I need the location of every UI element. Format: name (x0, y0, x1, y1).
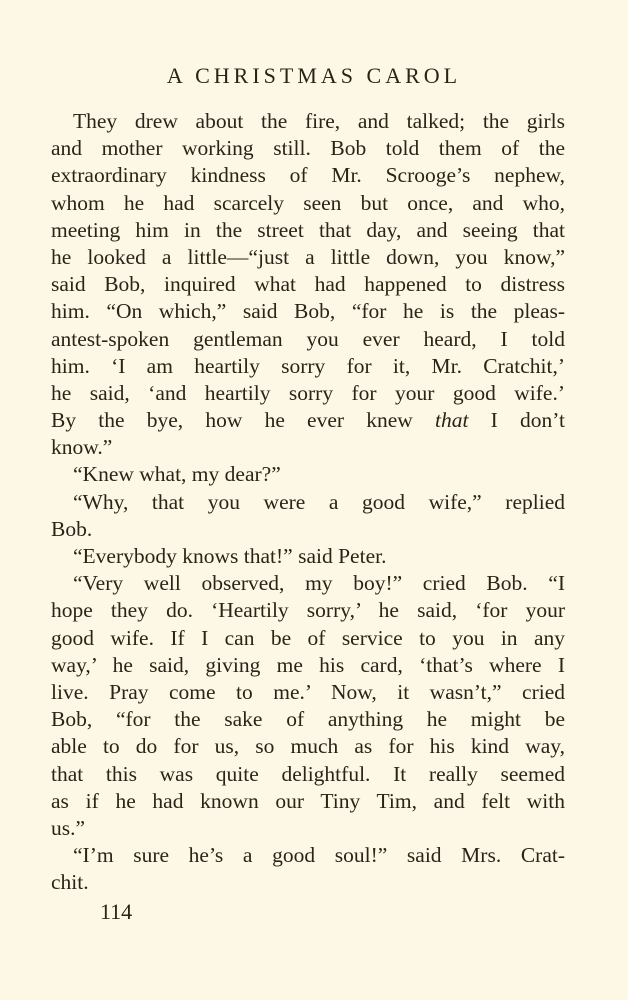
text-line: said Bob, inquired what had happened to distress (51, 272, 565, 297)
text-line: know.” (51, 435, 113, 460)
text-line: Bob, “for the sake of anything he might be (51, 707, 565, 732)
text-segment: I don’t (468, 408, 565, 433)
text-line: whom he had scarcely seen but once, and who, (51, 190, 565, 215)
text-line (51, 407, 565, 434)
page-number: 114 (100, 899, 133, 924)
text-line: “Why, that you were a good wife,” replied (73, 489, 565, 514)
text-line: as if he had known our Tiny Tim, and felt with (51, 788, 565, 813)
text-line: able to do for us, so much as for his kind way, (51, 734, 565, 759)
text-line: extraordinary kindness of Mr. Scrooge’s nephew, (51, 163, 565, 188)
text-line: antest-spoken gentleman you ever heard, I told (51, 326, 565, 351)
text-line: chit. (51, 870, 89, 895)
text-line: “Everybody knows that!” said Peter. (73, 544, 387, 568)
text-line: that this was quite delightful. It really seemed (51, 761, 565, 786)
text-line: him. ‘I am heartily sorry for it, Mr. Cratchit,’ (51, 353, 565, 378)
text-line: he looked a little—“just a little down, you know,” (51, 244, 565, 269)
emphasized-word: that (435, 408, 469, 433)
running-head: A CHRISTMAS CAROL (166, 63, 462, 88)
text-line: him. “On which,” said Bob, “for he is the pleas- (51, 299, 565, 324)
text-line: Bob. (51, 516, 93, 541)
text-line: way,’ he said, giving me his card, ‘that’s where I (51, 652, 565, 677)
text-line: and mother working still. Bob told them of the (51, 136, 565, 161)
text-line: “I’m sure he’s a good soul!” said Mrs. Crat- (73, 843, 565, 868)
text-line: “Very well observed, my boy!” cried Bob. “I (73, 571, 565, 596)
text-line: good wife. If I can be of service to you in any (51, 625, 565, 650)
body-text (51, 108, 565, 896)
text-line: They drew about the fire, and talked; the girls (73, 109, 565, 133)
text-line: hope they do. ‘Heartily sorry,’ he said, ‘for your (51, 598, 565, 623)
text-line: he said, ‘and heartily sorry for your good wife.’ (51, 380, 565, 405)
text-line: meeting him in the street that day, and seeing that (51, 217, 565, 242)
text-line: us.” (51, 815, 86, 840)
text-segment: By the bye, how he ever knew (51, 408, 435, 433)
text-line: “Knew what, my dear?” (73, 462, 281, 487)
text-line: live. Pray come to me.’ Now, it wasn’t,” cried (51, 679, 565, 704)
